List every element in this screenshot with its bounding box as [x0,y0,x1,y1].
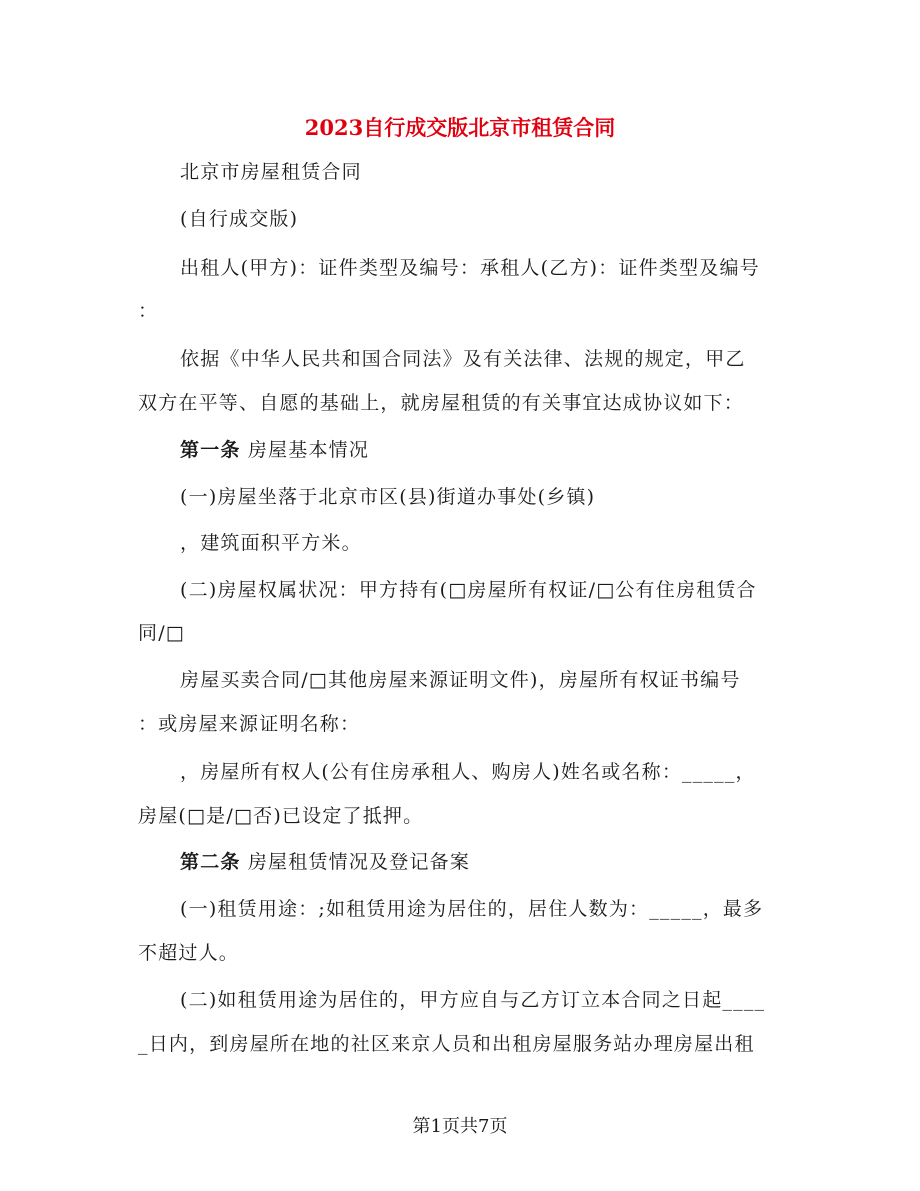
clause-1-2-line-4: ：或房屋来源证明名称： [138,713,361,735]
edition-line: (自行成交版) [180,208,299,230]
clause-1-2-line-6: 房屋(□是/□否)已设定了抵押。 [138,805,424,827]
article-2-title: 房屋租赁情况及登记备案 [247,851,471,873]
clause-1-2-line-5: ，房屋所有权人(公有住房承租人、购房人)姓名或名称：_____， [180,761,756,783]
clause-2-1-line-1: (一)租赁用途：;如租赁用途为居住的，居住人数为：_____，最多 [180,898,764,920]
clause-1-2-line-1: (二)房屋权属状况：甲方持有(□房屋所有权证/□公有住房租赁合 [180,579,757,601]
article-1-heading [180,438,369,462]
clause-1-1-line-2: ，建筑面积平方米。 [180,532,362,554]
preamble-line-2: 双方在平等、自愿的基础上，就房屋租赁的有关事宜达成协议如下： [138,392,745,414]
clause-2-2-line-1: (二)如租赁用途为居住的，甲方应自与乙方订立本合同之日起____ [180,989,766,1011]
subtitle-line: 北京市房屋租赁合同 [180,161,362,183]
clause-1-1-line-1: (一)房屋坐落于北京市区(县)街道办事处(乡镇) [180,486,596,508]
preamble-line-1: 依据《中华人民共和国合同法》及有关法律、法规的规定，甲乙 [180,348,746,370]
parties-line-cont: ： [138,300,159,322]
document-title: 2023自行成交版北京市租赁合同 [304,115,616,140]
article-2-label: 第二条 [180,851,241,873]
clause-2-1-line-2: 不超过人。 [138,942,240,964]
page-number: 第1页共7页 [412,1116,508,1137]
article-1-label: 第一条 [180,439,241,461]
clause-2-2-line-2: _日内，到房屋所在地的社区来京人员和出租房屋服务站办理房屋出租 [138,1033,755,1055]
clause-1-2-line-3: 房屋买卖合同/□其他房屋来源证明文件)，房屋所有权证书编号 [180,669,741,691]
clause-1-2-line-2: 同/□ [138,622,185,644]
article-2-heading [180,850,470,874]
parties-line: 出租人(甲方)：证件类型及编号：承租人(乙方)：证件类型及编号 [180,257,760,279]
article-1-title: 房屋基本情况 [247,439,370,461]
